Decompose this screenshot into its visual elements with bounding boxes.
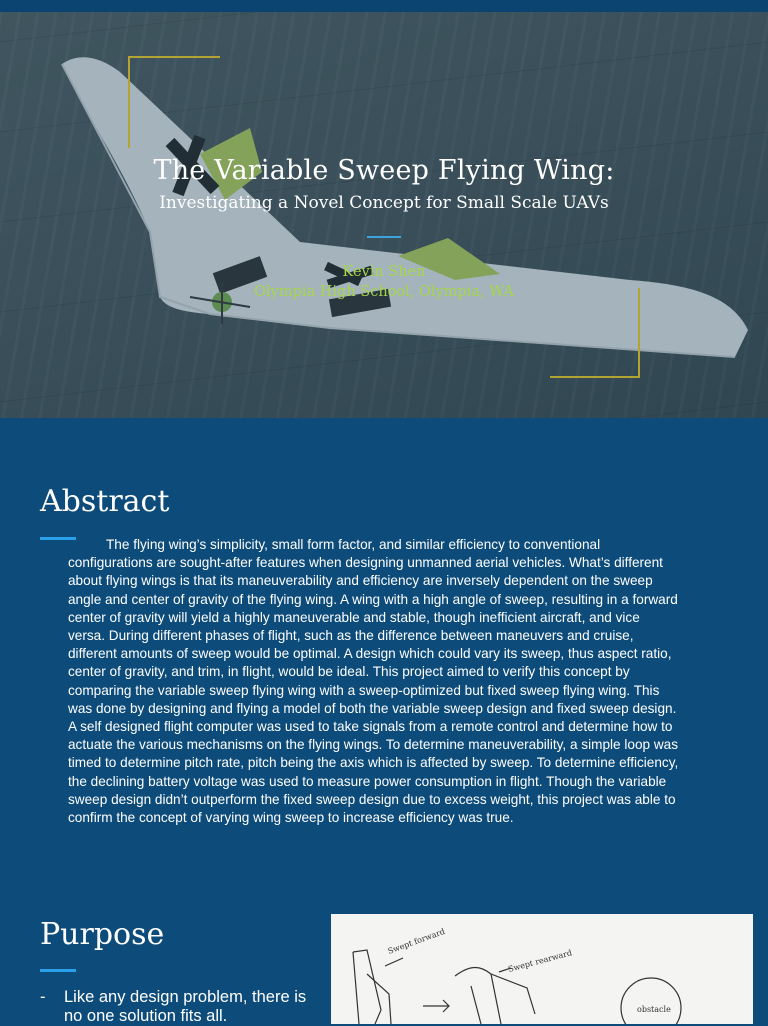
bullet-dash: - — [40, 988, 46, 1006]
purpose-bullet-text: Like any design problem, there is no one solution fits all. — [64, 988, 307, 1025]
abstract-body: The flying wing’s simplicity, small form factor, and similar efficiency to conventional configurations are sought-after features when designing unmanned aerial vehicles. What’s different about flying wings is that its maneuverability and efficiency are inversely dependent on the sweep angle and center of gravity of the flying wing. A wing with a high angle of sweep, resulting in a forward center of gravity will yield a highly maneuverable and stable, though inefficient aircraft, and vice versa. During different phases of flight, such as the difference between maneuvers and cruise, different amounts of sweep would be optimal. A design which could vary its sweep, thus aspect ratio, center of gravity, and trim, in flight, would be ideal. This project aimed to verify this concept by comparing the variable sweep flying wing with a sweep-optimized but fixed sweep flying wing. This was done by designing and flying a model of both the variable sweep design and fixed sweep design. A self designed flight computer was used to take signals from a remote control and determine how to actuate the various mechanisms on the flying wings. To determine maneuverability, a simple loop was timed to determine pitch rate, pitch being the axis which is affected by sweep. To determine efficiency, the declining battery voltage was used to measure power consumption in flight. Though the variable sweep design didn’t outperform the fixed sweep design due to excess weight, this project was able to confirm the concept of varying wing sweep to increase efficiency was true. — [68, 537, 679, 826]
hero-overlay — [0, 12, 768, 418]
frame-corner-bottom-right — [550, 288, 640, 378]
sketch-label-forward: Swept forward — [386, 926, 447, 956]
sketch-label-obstacle: obstacle — [637, 1005, 671, 1014]
hero-banner — [0, 12, 768, 418]
author-name: Kevin Shen — [342, 264, 426, 280]
purpose-heading: Purpose — [40, 917, 165, 952]
sketch-label-rearward: Swept rearward — [507, 948, 573, 974]
sketch-drawing — [331, 914, 753, 1024]
purpose-accent-rule — [40, 969, 76, 972]
list-item — [40, 988, 312, 1026]
poster-title: The Variable Sweep Flying Wing: — [153, 155, 615, 186]
purpose-list — [40, 988, 312, 1026]
wing-sweep-sketch — [331, 914, 753, 1024]
title-divider — [367, 236, 401, 238]
frame-corner-top-left — [128, 56, 220, 148]
abstract-heading: Abstract — [40, 484, 170, 519]
poster-subtitle: Investigating a Novel Concept for Small Scale UAVs — [159, 193, 609, 213]
author-school: Olympia High School, Olympia, WA — [254, 284, 514, 300]
top-bar — [0, 0, 768, 12]
